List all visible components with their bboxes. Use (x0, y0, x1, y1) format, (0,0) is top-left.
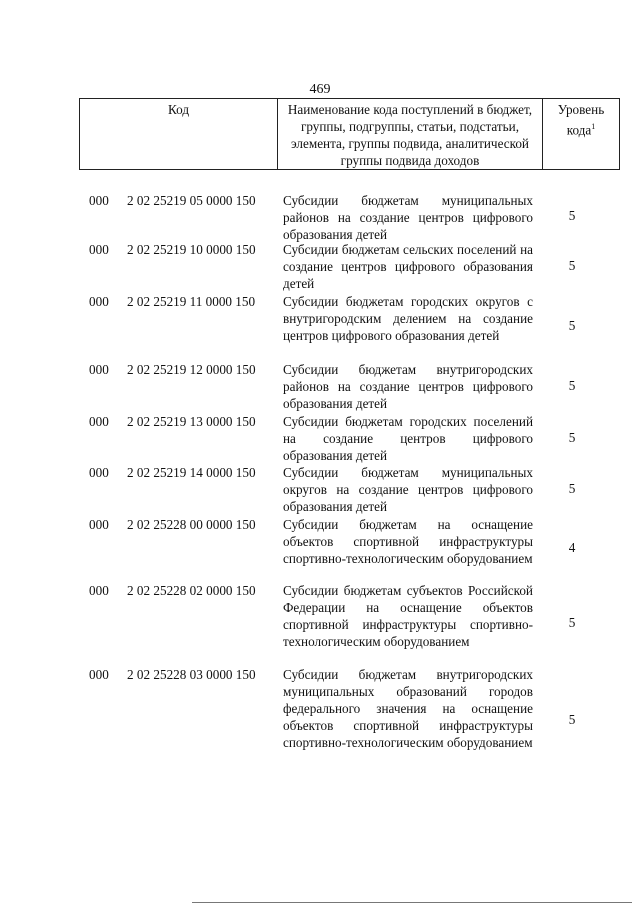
table-row (0, 574, 640, 658)
page-bottom-edge (192, 902, 632, 903)
admin-code: 000 (89, 242, 109, 257)
income-name: Субсидии бюджетам сельских поселений на создание центров цифрового образования детей (283, 242, 533, 291)
header-level-cell (543, 99, 620, 170)
code-level: 5 (568, 615, 576, 630)
income-code: 2 02 25219 05 0000 150 (127, 193, 256, 208)
admin-code: 000 (89, 294, 109, 309)
table-body (0, 184, 640, 768)
income-code: 2 02 25219 14 0000 150 (127, 465, 256, 480)
header-level-footnote: 1 (591, 122, 596, 131)
table-row (0, 184, 640, 242)
income-code: 2 02 25219 12 0000 150 (127, 362, 256, 377)
table-row (0, 658, 640, 768)
admin-code: 000 (89, 414, 109, 429)
admin-code: 000 (89, 465, 109, 480)
table-row (0, 405, 640, 463)
income-code: 2 02 25219 11 0000 150 (127, 294, 256, 309)
table-header (79, 98, 620, 170)
admin-code: 000 (89, 583, 109, 598)
income-code: 2 02 25219 10 0000 150 (127, 242, 256, 257)
admin-code: 000 (89, 517, 109, 532)
income-name: Субсидии бюджетам на оснащение объектов спортивной инфраструктуры спортивно-технологическим оборудованием (283, 517, 533, 566)
code-level: 5 (568, 429, 576, 445)
header-name-label: Наименование кода поступлений в бюджет, группы, подгруппы, статьи, подстатьи, элемента, группы подвида, аналитической группы подвида доходов (287, 102, 533, 168)
page-number: 469 (309, 82, 331, 97)
table-row (0, 353, 640, 411)
table-row (0, 456, 640, 514)
income-code: 2 02 25228 02 0000 150 (127, 583, 256, 598)
income-code: 2 02 25228 00 0000 150 (127, 517, 256, 532)
income-name: Субсидии бюджетам внутригородских муниципальных образований городов федерального значения на оснащение объектов спортивной инфраструктуры спортивно-технологическим оборудованием (283, 667, 533, 750)
income-name: Субсидии бюджетам субъектов Российской Федерации на оснащение объектов спортивной инфраструктуры спортивно-технологическим оборудованием (283, 583, 533, 649)
income-name: Субсидии бюджетам городских округов с внутригородским делением на создание центров цифрового образования детей (283, 294, 533, 343)
code-level: 5 (568, 318, 576, 333)
income-name: Субсидии бюджетам городских поселений на создание центров цифрового образования детей (283, 414, 533, 463)
admin-code: 000 (89, 667, 109, 682)
code-level: 5 (568, 207, 576, 223)
table-row (0, 233, 640, 291)
admin-code: 000 (89, 193, 109, 208)
table-row (0, 508, 640, 574)
code-level: 4 (568, 540, 576, 555)
admin-code: 000 (89, 362, 109, 377)
header-name-cell (278, 99, 543, 170)
income-code: 2 02 25228 03 0000 150 (127, 667, 256, 682)
header-level-label: Уровень кода (557, 102, 605, 138)
code-level: 5 (568, 258, 576, 273)
header-code-label: Код (167, 102, 190, 117)
income-code: 2 02 25219 13 0000 150 (127, 414, 256, 429)
table-row (0, 285, 640, 353)
income-name: Субсидии бюджетам муниципальных округов на создание центров цифрового образования детей (283, 465, 533, 514)
income-name: Субсидии бюджетам внутригородских районов на создание центров цифрового образования детей (283, 362, 533, 411)
income-name: Субсидии бюджетам муниципальных районов на создание центров цифрового образования детей (283, 193, 533, 242)
code-level: 5 (568, 378, 576, 393)
code-level: 5 (568, 481, 576, 496)
header-code-cell (80, 99, 278, 170)
code-level: 5 (568, 712, 576, 727)
